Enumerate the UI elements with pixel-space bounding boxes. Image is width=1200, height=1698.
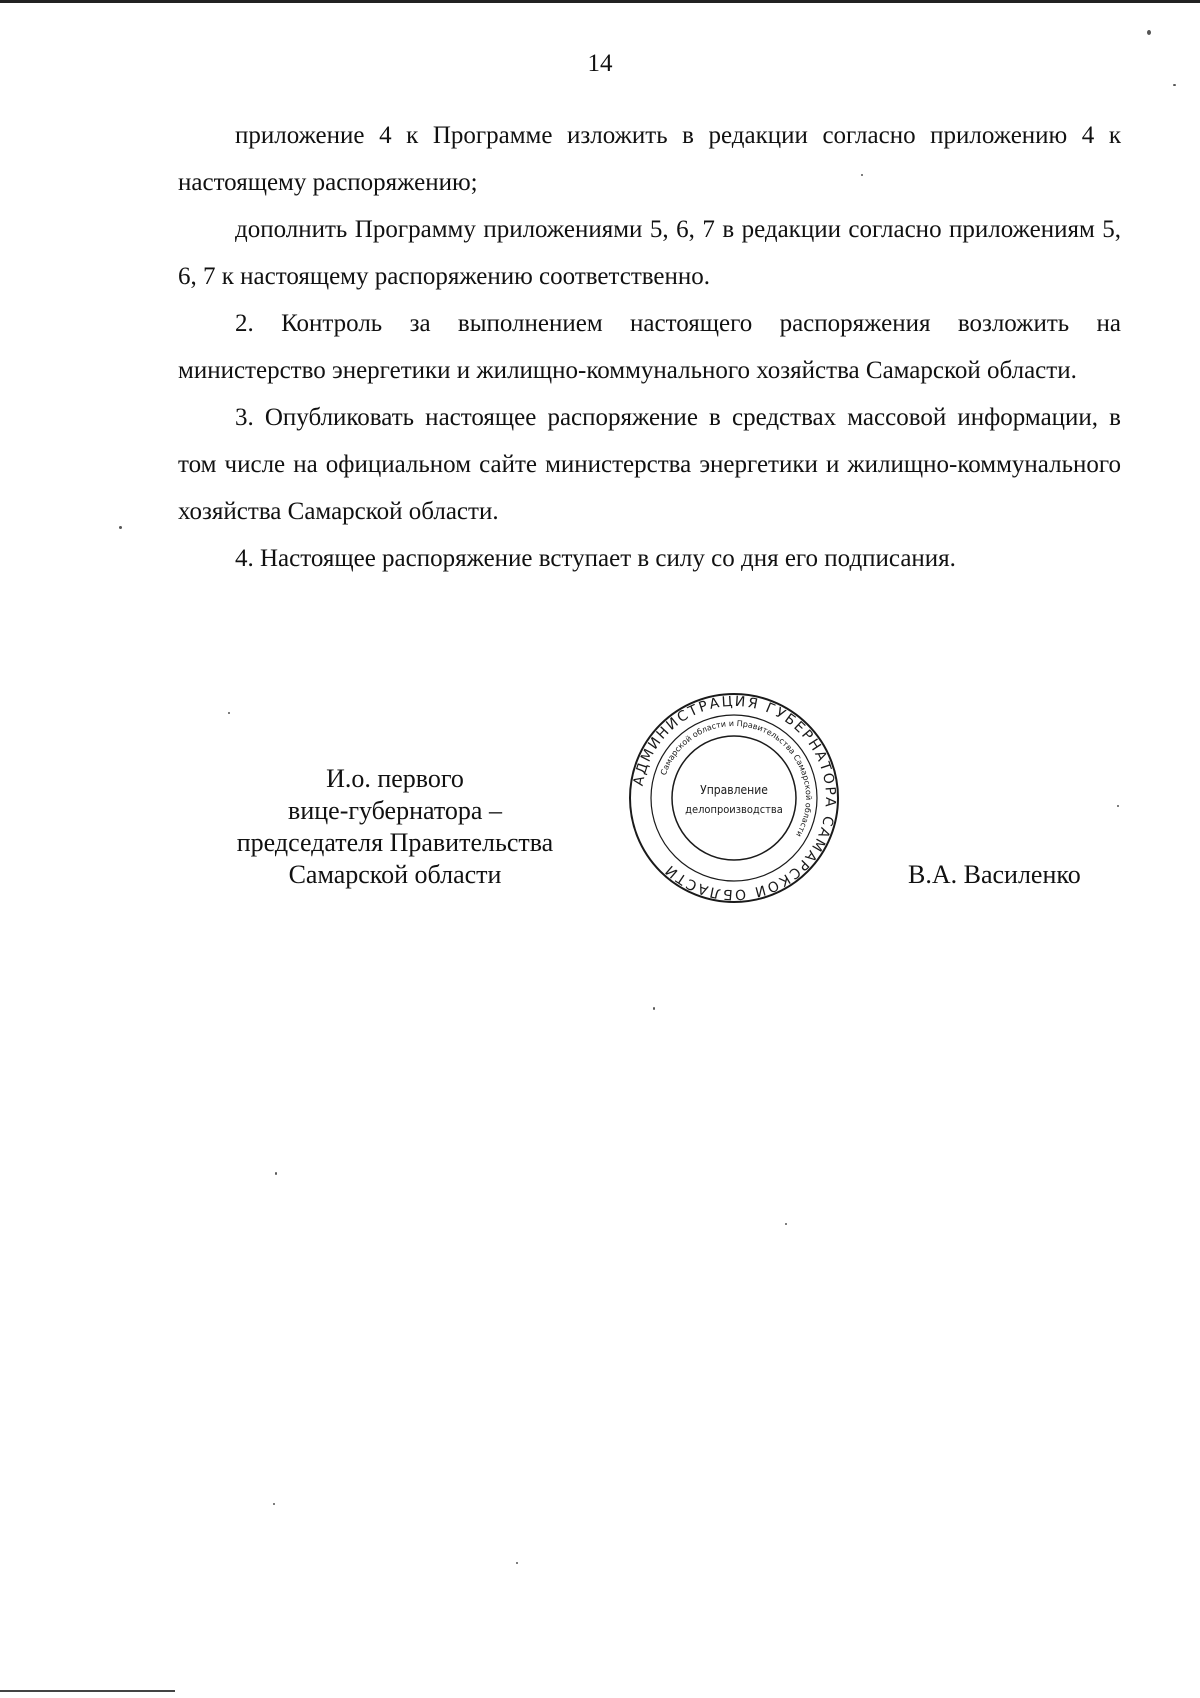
scan-speck: [1173, 84, 1176, 86]
scan-speck: [1147, 30, 1151, 35]
scan-speck: [228, 712, 230, 714]
paragraph: 4. Настоящее распоряжение вступает в силу со дня его подписания.: [235, 545, 956, 572]
official-seal-stamp: [624, 688, 844, 908]
document-body: [178, 112, 1121, 582]
seal-outer-ring-text: АДМИНИСТРАЦИЯ ГУБЕРНАТОРА САМАРСКОЙ ОБЛАСТИ: [630, 693, 839, 903]
scan-speck: [653, 1007, 655, 1010]
seal-middle-circle: [651, 715, 817, 881]
signatory-position-line: председателя Правительства: [236, 828, 554, 857]
seal-center-line: Управление: [700, 783, 768, 797]
scan-speck: [273, 1503, 275, 1505]
signatory-name: В.А. Василенко: [908, 860, 1081, 889]
scan-top-border: [0, 0, 1200, 3]
scan-bottom-border: [0, 1690, 175, 1692]
scan-speck: [785, 1223, 787, 1225]
page-number: 14: [587, 50, 613, 77]
paragraph: дополнить Программу приложениями 5, 6, 7 в редакции согласно приложениям 5, 6, 7 к настоящему распоряжению соответственно.: [178, 216, 1121, 290]
scan-speck: [1117, 805, 1119, 807]
signatory-position-line: Самарской области: [288, 860, 502, 889]
scan-speck: [119, 526, 122, 529]
paragraph: приложение 4 к Программе изложить в редакции согласно приложению 4 к настоящему распоряжению;: [178, 122, 1121, 196]
scan-speck: [275, 1172, 277, 1175]
paragraph: 2. Контроль за выполнением настоящего распоряжения возложить на министерство энергетики и жилищно-коммунального хозяйства Самарской области.: [178, 310, 1121, 384]
scan-speck: [516, 1562, 518, 1564]
seal-inner-circle: [672, 736, 796, 860]
signatory-position-line: И.о. первого: [326, 764, 464, 793]
signatory-position: [195, 763, 595, 891]
paragraph: 3. Опубликовать настоящее распоряжение в средствах массовой информации, в том числе на официальном сайте министерства энергетики и жилищно-коммунального хозяйства Самарской области.: [178, 404, 1121, 525]
seal-center-line: делопроизводства: [685, 803, 783, 816]
seal-inner-ring-text: Самарской области и Правительства Самарской области: [658, 718, 814, 839]
signatory-position-line: вице-губернатора –: [288, 796, 502, 825]
